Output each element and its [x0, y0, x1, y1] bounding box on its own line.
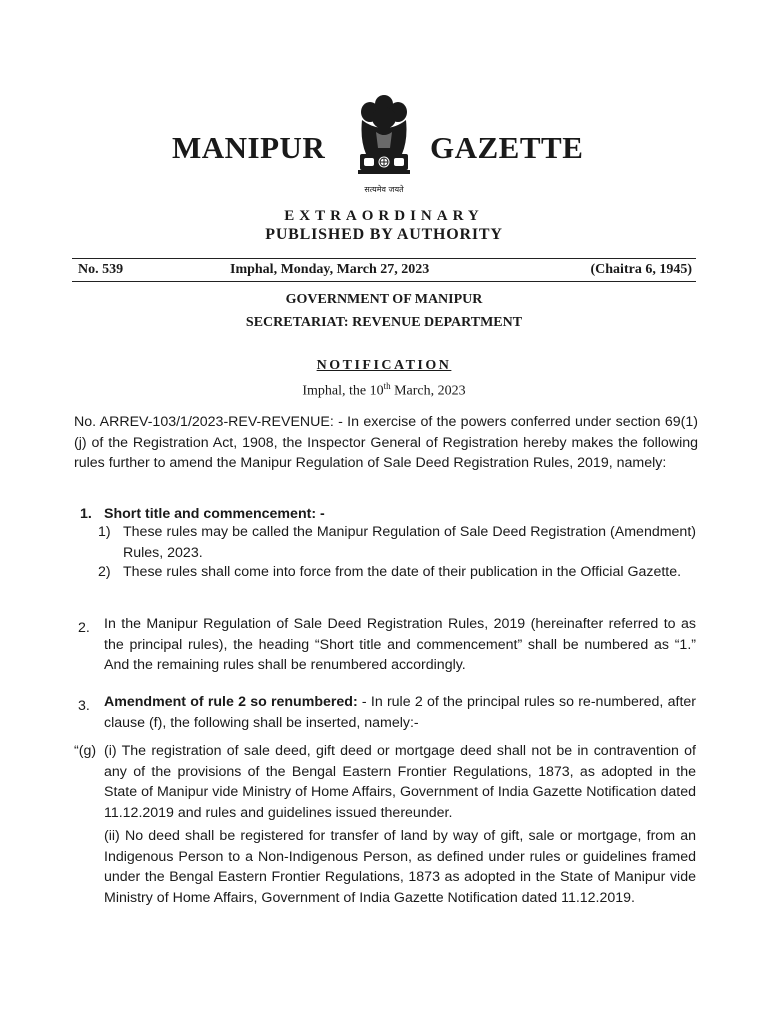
section-2-number: 2.	[78, 620, 90, 636]
section-2-text: In the Manipur Regulation of Sale Deed Registration Rules, 2019 (hereinafter referred to as the principal rules), the heading “Short title and commencement” shall be numbered as “1.” And the remaining rules shall be renumbered accordingly.	[104, 616, 696, 673]
section-1-heading: Short title and commencement: -	[104, 506, 325, 522]
clause-g-i: (i) The registration of sale deed, gift deed or mortgage deed shall not be in contravention of any of the provisions of the Bengal Eastern Frontier Regulations, 1873, as adopted in the State of Manipur vide Ministry of Home Affairs, Government of India Gazette Notification dated 11.12.2019 and rules and guidelines issued thereunder.	[104, 743, 696, 821]
issue-place-date: Imphal, Monday, March 27, 2023	[230, 262, 430, 277]
section-1-item-1-number: 1)	[98, 524, 111, 540]
notification-title: NOTIFICATION	[316, 358, 452, 373]
secretariat-heading: SECRETARIAT: REVENUE DEPARTMENT	[245, 315, 523, 330]
published-by-authority: PUBLISHED BY AUTHORITY	[265, 226, 503, 243]
divider-bottom	[72, 281, 696, 282]
issue-bar	[72, 262, 696, 280]
masthead-title-left: MANIPUR	[172, 130, 326, 165]
notification-heading	[0, 358, 768, 374]
divider-top	[72, 258, 696, 259]
section-1-item-1-text: These rules may be called the Manipur Regulation of Sale Deed Registration (Amendment) Rules, 2023.	[123, 524, 696, 561]
section-1-item-2-number: 2)	[98, 564, 111, 580]
masthead-title-right: GAZETTE	[430, 130, 584, 165]
section-3-heading: Amendment of rule 2 so renumbered:	[104, 694, 358, 710]
extraordinary-label: EXTRAORDINARY	[284, 208, 484, 224]
government-heading: GOVERNMENT OF MANIPUR	[285, 292, 483, 307]
notification-dateline: Imphal, the 10th March, 2023	[302, 381, 466, 399]
issue-saka-date: (Chaitra 6, 1945)	[590, 262, 692, 277]
masthead	[0, 92, 768, 202]
emblem-motto: सत्यमेव जयते	[364, 185, 404, 194]
state-emblem-icon	[346, 92, 422, 188]
section-3-paragraph	[104, 692, 696, 733]
section-3-text: - In rule 2 of the principal rules so re-numbered, after clause (f), the following shall be inserted, namely:-	[104, 694, 696, 731]
preamble-paragraph: No. ARREV-103/1/2023-REV-REVENUE: - In exercise of the powers conferred under section 69(1)(j) of the Registration Act, 1908, the Inspector General of Registration hereby makes the following rules further to amend the Manipur Regulation of Sale Deed Registration Rules, 2019, namely:	[74, 414, 698, 471]
clause-g-lead: “(g)	[74, 743, 97, 759]
section-1-item-2-text: These rules shall come into force from the date of their publication in the Official Gazette.	[123, 564, 682, 580]
issue-number: No. 539	[78, 262, 124, 277]
section-3-number: 3.	[78, 698, 90, 714]
section-1-number: 1.	[80, 506, 92, 522]
clause-g-ii: (ii) No deed shall be registered for transfer of land by way of gift, sale or mortgage, from an Indigenous Person to a Non-Indigenous Person, as defined under rules or guidelines framed under the Bengal Eastern Frontier Regulations, 1873 as adopted in the State of Manipur vide Ministry of Home Affairs, Government of India Gazette Notification dated 11.12.2019.	[104, 828, 696, 906]
